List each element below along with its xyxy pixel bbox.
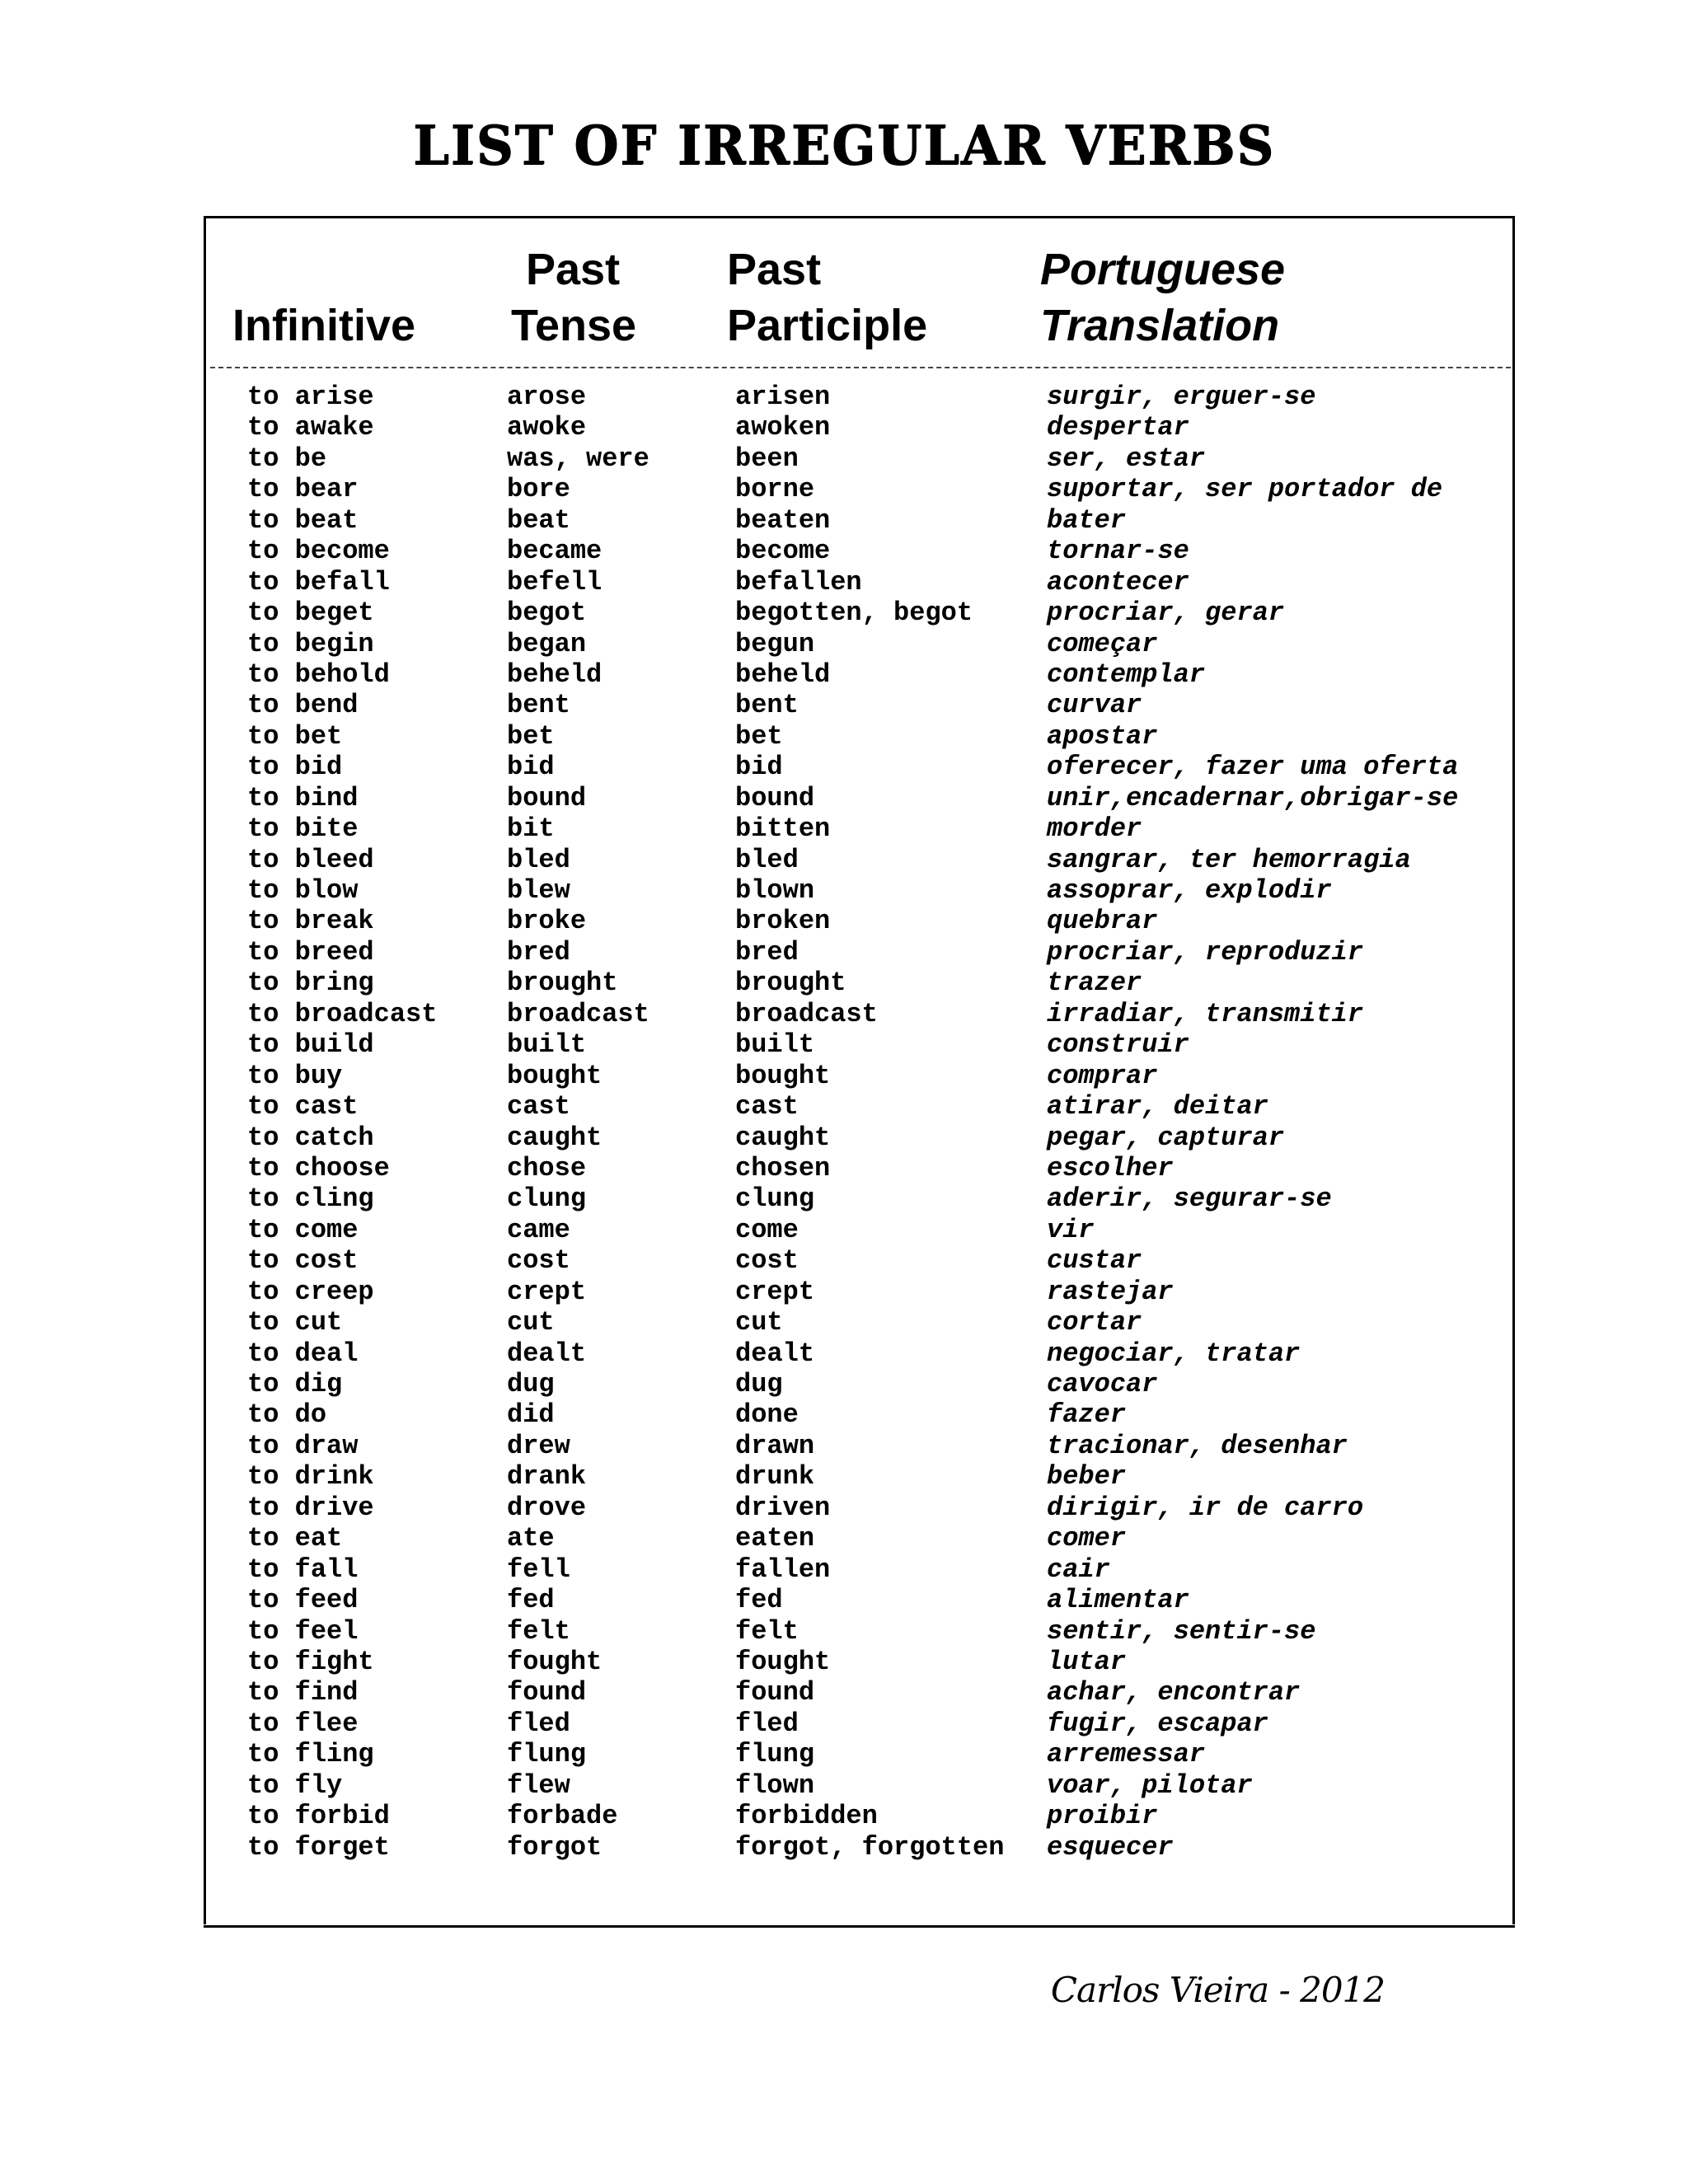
cell-translation: cavocar: [1047, 1369, 1158, 1399]
table-row: [0, 1245, 1688, 1276]
cell-past-participle: bet: [735, 720, 783, 752]
table-row: [0, 567, 1688, 598]
cell-translation: escolher: [1047, 1152, 1174, 1183]
table-row: [0, 1616, 1688, 1647]
cell-past-tense: fed: [507, 1585, 555, 1616]
cell-translation: cortar: [1047, 1307, 1142, 1338]
table-row: [0, 1739, 1688, 1769]
cell-translation: comer: [1047, 1523, 1127, 1554]
cell-past-tense: begot: [507, 598, 587, 629]
cell-translation: quebrar: [1047, 906, 1158, 937]
cell-past-tense: bent: [507, 690, 570, 721]
cell-past-tense: broke: [507, 906, 587, 937]
table-bottom-rule: [204, 1925, 1515, 1928]
cell-past-participle: eaten: [735, 1523, 815, 1554]
cell-past-tense: beheld: [507, 658, 603, 690]
table-row: [0, 1801, 1688, 1831]
table-row: [0, 752, 1688, 782]
table-row: [0, 690, 1688, 720]
cell-past-tense: clung: [507, 1183, 587, 1215]
cell-infinitive: to bear: [247, 474, 359, 505]
cell-past-tense: beat: [507, 504, 570, 536]
cell-infinitive: to fling: [247, 1739, 374, 1770]
cell-infinitive: to drink: [247, 1461, 374, 1493]
cell-infinitive: to drive: [247, 1492, 374, 1523]
table-row: [0, 1677, 1688, 1708]
cell-past-participle: bred: [735, 936, 799, 968]
cell-past-participle: begotten, begot: [735, 598, 973, 629]
cell-past-participle: borne: [735, 474, 815, 505]
cell-past-tense: befell: [507, 566, 603, 598]
table-row: [0, 1708, 1688, 1739]
cell-translation: morder: [1047, 813, 1142, 845]
cell-infinitive: to dig: [247, 1369, 343, 1399]
cell-translation: cair: [1047, 1554, 1110, 1585]
cell-infinitive: to cast: [247, 1091, 359, 1122]
table-row: [0, 443, 1688, 474]
table-row: [0, 1461, 1688, 1492]
cell-past-participle: arisen: [735, 382, 831, 412]
cell-translation: contemplar: [1047, 658, 1206, 690]
table-row: [0, 598, 1688, 628]
cell-infinitive: to bite: [247, 813, 359, 845]
cell-infinitive: to cost: [247, 1245, 359, 1277]
header-infinitive: Infinitive: [232, 301, 416, 350]
cell-infinitive: to behold: [247, 658, 390, 690]
cell-past-participle: blown: [735, 875, 815, 906]
cell-translation: construir: [1047, 1029, 1189, 1061]
cell-infinitive: to deal: [247, 1338, 359, 1369]
cell-infinitive: to eat: [247, 1523, 343, 1554]
cell-past-participle: brought: [735, 968, 846, 999]
table-row: [0, 412, 1688, 443]
cell-past-tense: broadcast: [507, 998, 649, 1029]
cell-past-participle: drunk: [735, 1461, 815, 1493]
cell-translation: sangrar, ter hemorragia: [1047, 844, 1411, 875]
table-row: [0, 721, 1688, 752]
cell-past-participle: bled: [735, 844, 799, 875]
table-row: [0, 474, 1688, 504]
table-row: [0, 1215, 1688, 1245]
cell-past-tense: flew: [507, 1769, 570, 1801]
table-row: [0, 1029, 1688, 1060]
cell-translation: bater: [1047, 504, 1127, 536]
table-row: [0, 1647, 1688, 1677]
cell-past-participle: found: [735, 1677, 815, 1708]
cell-past-tense: dug: [507, 1369, 555, 1399]
cell-past-tense: bred: [507, 936, 570, 968]
cell-past-tense: bid: [507, 752, 555, 783]
cell-translation: procriar, reproduzir: [1047, 936, 1364, 968]
cell-translation: comprar: [1047, 1060, 1158, 1091]
cell-infinitive: to breed: [247, 936, 374, 968]
table-row: [0, 1061, 1688, 1091]
cell-past-participle: flown: [735, 1769, 815, 1801]
cell-infinitive: to build: [247, 1029, 374, 1061]
cell-translation: começar: [1047, 628, 1158, 659]
cell-past-tense: crept: [507, 1276, 587, 1307]
table-row: [0, 1770, 1688, 1801]
table-row: [0, 1122, 1688, 1153]
cell-past-participle: awoken: [735, 412, 831, 443]
cell-infinitive: to be: [247, 443, 327, 474]
cell-past-tense: bit: [507, 813, 555, 845]
cell-infinitive: to find: [247, 1677, 359, 1708]
table-row: [0, 1399, 1688, 1430]
cell-translation: curvar: [1047, 690, 1142, 721]
cell-past-tense: brought: [507, 968, 618, 999]
cell-past-participle: bound: [735, 782, 815, 813]
table-row: [0, 1523, 1688, 1554]
cell-past-tense: bled: [507, 844, 570, 875]
cell-translation: suportar, ser portador de: [1047, 474, 1443, 505]
cell-past-participle: been: [735, 443, 799, 474]
cell-translation: assoprar, explodir: [1047, 875, 1332, 906]
table-row: [0, 1307, 1688, 1338]
cell-translation: proibir: [1047, 1801, 1158, 1832]
table-row: [0, 1369, 1688, 1399]
cell-past-participle: clung: [735, 1183, 815, 1215]
cell-infinitive: to forbid: [247, 1801, 390, 1832]
cell-past-participle: done: [735, 1399, 799, 1431]
cell-infinitive: to feel: [247, 1615, 359, 1647]
cell-translation: arremessar: [1047, 1739, 1206, 1770]
cell-past-participle: forbidden: [735, 1801, 878, 1832]
cell-translation: beber: [1047, 1461, 1127, 1493]
cell-translation: irradiar, transmitir: [1047, 998, 1364, 1029]
table-row: [0, 1554, 1688, 1585]
cell-translation: vir: [1047, 1214, 1095, 1245]
cell-past-participle: fed: [735, 1585, 783, 1616]
page-title: LIST OF IRREGULAR VERBS: [413, 114, 1275, 177]
author-signature: Carlos Vieira - 2012: [1050, 1970, 1385, 2010]
cell-past-participle: felt: [735, 1615, 799, 1647]
cell-past-tense: dealt: [507, 1338, 587, 1369]
cell-past-tense: became: [507, 536, 603, 567]
cell-past-participle: beheld: [735, 658, 831, 690]
cell-infinitive: to arise: [247, 382, 374, 412]
cell-past-tense: felt: [507, 1615, 570, 1647]
cell-infinitive: to forget: [247, 1831, 390, 1863]
cell-past-participle: dealt: [735, 1338, 815, 1369]
table-row: [0, 505, 1688, 536]
cell-past-tense: built: [507, 1029, 587, 1061]
cell-translation: rastejar: [1047, 1276, 1174, 1307]
header-portuguese-translation: Portuguese Translation: [1040, 245, 1286, 350]
cell-infinitive: to blow: [247, 875, 359, 906]
cell-translation: pegar, capturar: [1047, 1122, 1285, 1153]
cell-past-tense: found: [507, 1677, 587, 1708]
table-row: [0, 382, 1688, 412]
cell-translation: lutar: [1047, 1646, 1127, 1677]
cell-past-tense: ate: [507, 1523, 555, 1554]
cell-translation: voar, pilotar: [1047, 1769, 1253, 1801]
cell-past-participle: begun: [735, 628, 815, 659]
header-past-tense: Past Tense: [511, 245, 637, 350]
cell-past-tense: was, were: [507, 443, 649, 474]
cell-past-tense: fell: [507, 1554, 570, 1585]
cell-past-tense: caught: [507, 1122, 603, 1153]
table-row: [0, 1183, 1688, 1214]
cell-translation: fazer: [1047, 1399, 1127, 1431]
cell-translation: fugir, escapar: [1047, 1708, 1268, 1739]
table-row: [0, 1493, 1688, 1523]
cell-past-tense: drove: [507, 1492, 587, 1523]
cell-past-participle: befallen: [735, 566, 862, 598]
table-row: [0, 813, 1688, 844]
cell-translation: negociar, tratar: [1047, 1338, 1301, 1369]
table-row: [0, 937, 1688, 968]
cell-infinitive: to cut: [247, 1307, 343, 1338]
cell-translation: unir,encadernar,obrigar-se: [1047, 782, 1459, 813]
cell-past-tense: bet: [507, 720, 555, 752]
cell-past-participle: forgot, forgotten: [735, 1831, 1005, 1863]
cell-translation: procriar, gerar: [1047, 598, 1285, 629]
cell-translation: despertar: [1047, 412, 1189, 443]
cell-infinitive: to bleed: [247, 844, 374, 875]
table-row: [0, 999, 1688, 1029]
cell-past-participle: broken: [735, 906, 831, 937]
cell-past-tense: bought: [507, 1060, 603, 1091]
table-row: [0, 968, 1688, 998]
table-row: [0, 875, 1688, 906]
cell-translation: esquecer: [1047, 1831, 1174, 1863]
table-row: [0, 1091, 1688, 1122]
cell-past-tense: flung: [507, 1739, 587, 1770]
cell-infinitive: to beat: [247, 504, 359, 536]
table-row: [0, 1338, 1688, 1369]
cell-past-tense: fled: [507, 1708, 570, 1739]
cell-past-participle: dug: [735, 1369, 783, 1399]
cell-infinitive: to draw: [247, 1430, 359, 1461]
cell-translation: tracionar, desenhar: [1047, 1430, 1348, 1461]
table-row: [0, 629, 1688, 659]
cell-past-tense: awoke: [507, 412, 587, 443]
table-row: [0, 536, 1688, 566]
cell-past-tense: fought: [507, 1646, 603, 1677]
cell-infinitive: to become: [247, 536, 390, 567]
cell-infinitive: to awake: [247, 412, 374, 443]
cell-translation: achar, encontrar: [1047, 1677, 1301, 1708]
cell-infinitive: to bind: [247, 782, 359, 813]
cell-past-tense: forbade: [507, 1801, 618, 1832]
cell-infinitive: to come: [247, 1214, 359, 1245]
cell-past-participle: chosen: [735, 1152, 831, 1183]
cell-past-tense: bore: [507, 474, 570, 505]
cell-infinitive: to choose: [247, 1152, 390, 1183]
table-header: [0, 241, 1688, 357]
cell-past-participle: become: [735, 536, 831, 567]
header-divider: [210, 367, 1511, 368]
cell-past-participle: bitten: [735, 813, 831, 845]
cell-infinitive: to creep: [247, 1276, 374, 1307]
table-row: [0, 906, 1688, 936]
cell-past-participle: flung: [735, 1739, 815, 1770]
cell-past-tense: cut: [507, 1307, 555, 1338]
verb-table-body: [0, 382, 1688, 1863]
cell-infinitive: to fall: [247, 1554, 359, 1585]
table-row: [0, 845, 1688, 875]
cell-past-participle: bid: [735, 752, 783, 783]
cell-infinitive: to bend: [247, 690, 359, 721]
cell-infinitive: to befall: [247, 566, 390, 598]
cell-past-tense: forgot: [507, 1831, 603, 1863]
cell-translation: ser, estar: [1047, 443, 1206, 474]
cell-infinitive: to fight: [247, 1646, 374, 1677]
cell-translation: atirar, deitar: [1047, 1091, 1268, 1122]
cell-past-participle: caught: [735, 1122, 831, 1153]
cell-past-participle: bought: [735, 1060, 831, 1091]
cell-past-participle: fallen: [735, 1554, 831, 1585]
cell-past-tense: came: [507, 1214, 570, 1245]
cell-past-participle: cast: [735, 1091, 799, 1122]
cell-translation: acontecer: [1047, 566, 1189, 598]
cell-past-participle: driven: [735, 1492, 831, 1523]
cell-infinitive: to bet: [247, 720, 343, 752]
table-row: [0, 1832, 1688, 1863]
cell-past-tense: cost: [507, 1245, 570, 1277]
cell-translation: sentir, sentir-se: [1047, 1615, 1316, 1647]
table-row: [0, 783, 1688, 813]
header-past-participle: Past Participle: [727, 245, 928, 350]
cell-translation: dirigir, ir de carro: [1047, 1492, 1364, 1523]
cell-infinitive: to feed: [247, 1585, 359, 1616]
cell-past-participle: come: [735, 1214, 799, 1245]
cell-infinitive: to beget: [247, 598, 374, 629]
cell-past-tense: bound: [507, 782, 587, 813]
cell-infinitive: to buy: [247, 1060, 343, 1091]
cell-past-tense: began: [507, 628, 587, 659]
table-row: [0, 1585, 1688, 1615]
cell-past-participle: cost: [735, 1245, 799, 1277]
cell-past-tense: drank: [507, 1461, 587, 1493]
table-row: [0, 1431, 1688, 1461]
cell-past-tense: arose: [507, 382, 587, 412]
cell-past-participle: crept: [735, 1276, 815, 1307]
cell-past-tense: blew: [507, 875, 570, 906]
cell-infinitive: to do: [247, 1399, 327, 1431]
cell-translation: tornar-se: [1047, 536, 1189, 567]
cell-translation: custar: [1047, 1245, 1142, 1277]
cell-infinitive: to break: [247, 906, 374, 937]
cell-past-participle: bent: [735, 690, 799, 721]
cell-translation: trazer: [1047, 968, 1142, 999]
cell-past-tense: chose: [507, 1152, 587, 1183]
cell-infinitive: to fly: [247, 1769, 343, 1801]
cell-infinitive: to flee: [247, 1708, 359, 1739]
cell-past-participle: fled: [735, 1708, 799, 1739]
cell-infinitive: to catch: [247, 1122, 374, 1153]
cell-infinitive: to broadcast: [247, 998, 438, 1029]
cell-translation: oferecer, fazer uma oferta: [1047, 752, 1459, 783]
cell-infinitive: to cling: [247, 1183, 374, 1215]
cell-past-tense: cast: [507, 1091, 570, 1122]
cell-past-participle: fought: [735, 1646, 831, 1677]
cell-infinitive: to bring: [247, 968, 374, 999]
table-row: [0, 1153, 1688, 1183]
cell-past-tense: drew: [507, 1430, 570, 1461]
cell-past-participle: drawn: [735, 1430, 815, 1461]
cell-past-participle: broadcast: [735, 998, 878, 1029]
cell-translation: alimentar: [1047, 1585, 1189, 1616]
cell-translation: aderir, segurar-se: [1047, 1183, 1332, 1215]
cell-infinitive: to begin: [247, 628, 374, 659]
cell-translation: apostar: [1047, 720, 1158, 752]
cell-past-participle: beaten: [735, 504, 831, 536]
cell-translation: surgir, erguer-se: [1047, 382, 1316, 412]
cell-past-participle: cut: [735, 1307, 783, 1338]
cell-infinitive: to bid: [247, 752, 343, 783]
table-row: [0, 1277, 1688, 1307]
table-row: [0, 659, 1688, 690]
cell-past-participle: built: [735, 1029, 815, 1061]
cell-past-tense: did: [507, 1399, 555, 1431]
